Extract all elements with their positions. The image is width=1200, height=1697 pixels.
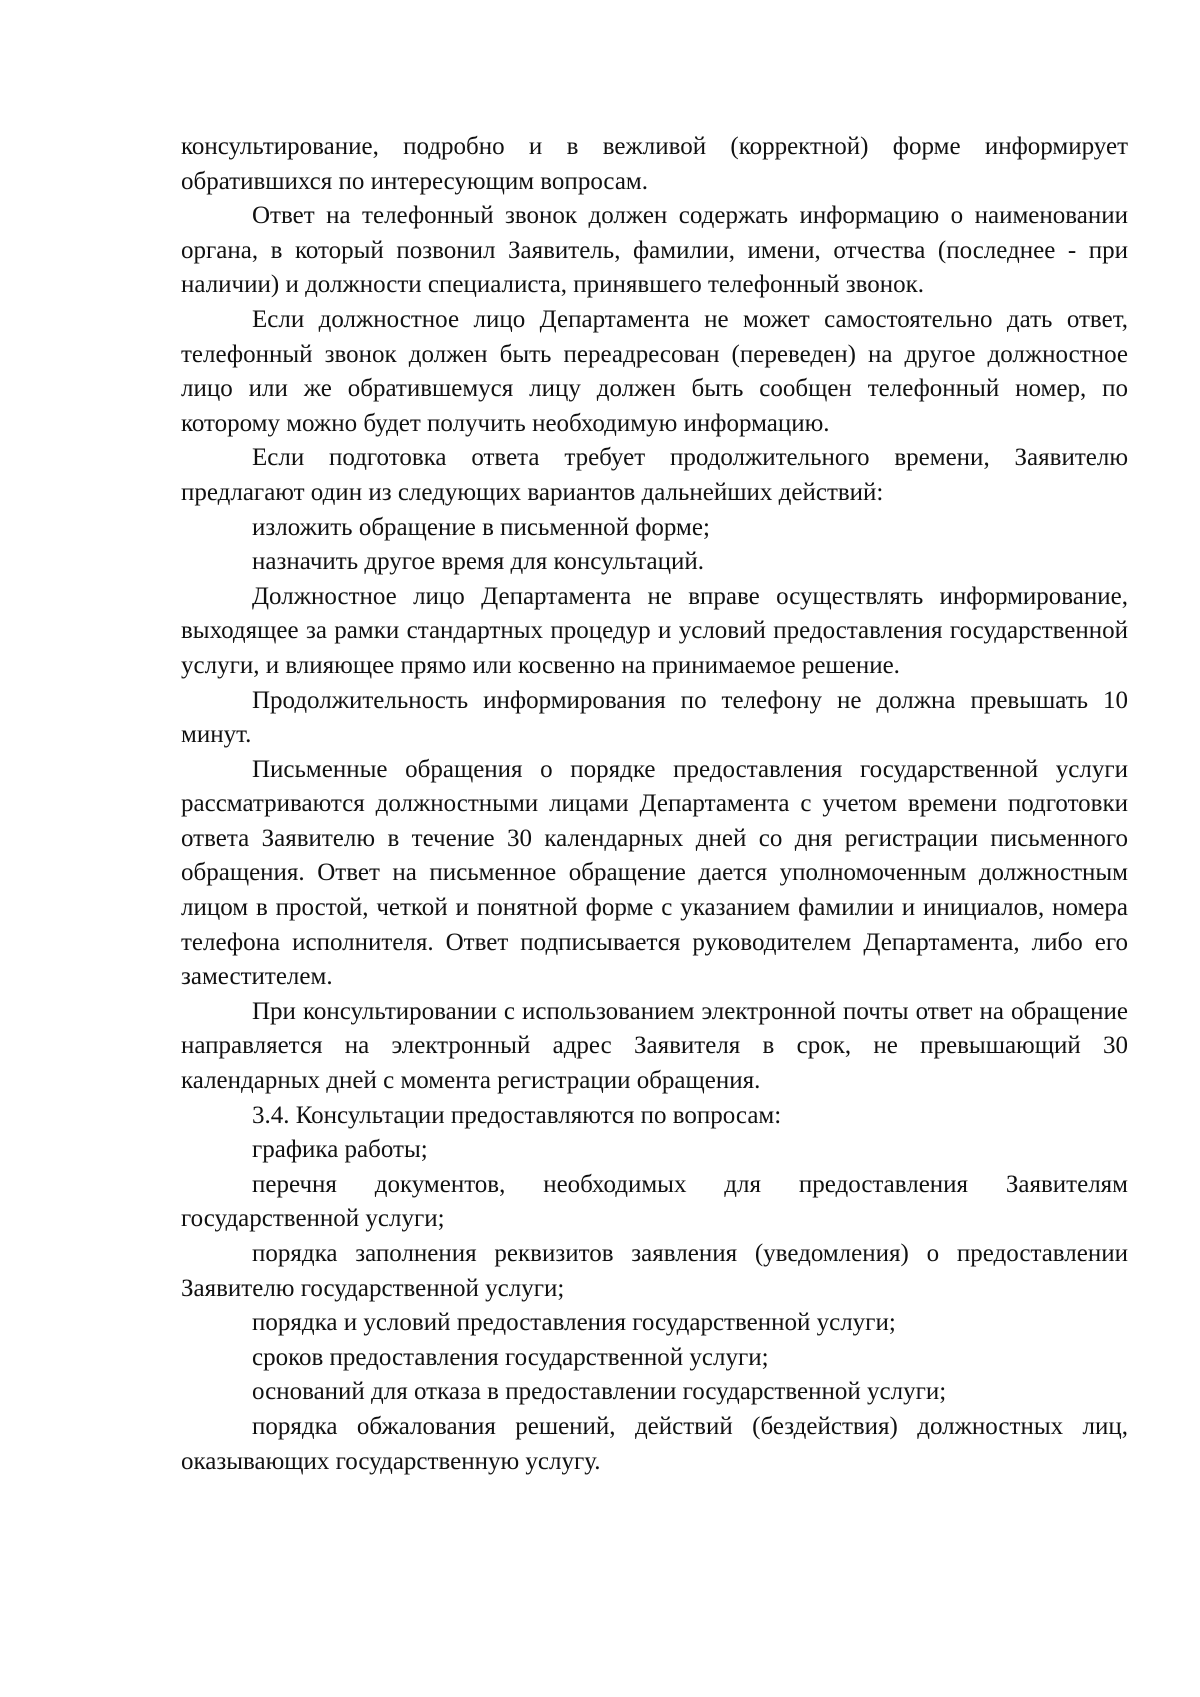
list-item-work-schedule: графика работы; <box>252 1136 428 1164</box>
paragraph-written-requests: Письменные обращения о порядке предоставления государственной услуги рассматриваются должностными лицами Департамента с учетом времени подготовки ответа Заявителю в течение 30 календарных дней со дня регистрации письменного обращения. Ответ на письменное обращение дается уполномоченным должностным лицом в простой, четкой и понятной форме с указанием фамилии и инициалов, номера телефона исполнителя. Ответ подписывается руководителем Департамента, либо его заместителем. <box>181 755 1128 991</box>
paragraph-call-redirect: Если должностное лицо Департамента не может самостоятельно дать ответ, телефонный звонок должен быть переадресован (переведен) на другое должностное лицо или же обратившемуся лицу должен быть сообщен телефонный номер, по которому можно будет получить необходимую информацию. <box>181 305 1128 437</box>
paragraph-phone-answer: Ответ на телефонный звонок должен содержать информацию о наименовании органа, в который позвонил Заявитель, фамилии, имени, отчества (последнее - при наличии) и должности специалиста, принявшего телефонный звонок. <box>181 202 1128 299</box>
list-item-other-time: назначить другое время для консультаций. <box>252 548 705 576</box>
paragraph-email-consulting: При консультировании с использованием электронной почты ответ на обращение направляется на электронный адрес Заявителя в срок, не превышающий 30 календарных дней с момента регистрации обращения. <box>181 997 1128 1095</box>
list-item-procedure-conditions: порядка и условий предоставления государственной услуги; <box>252 1309 896 1337</box>
list-item-application-requisites: порядка заполнения реквизитов заявления (уведомления) о предоставлении Заявителю государственной услуги; <box>181 1240 1128 1302</box>
list-item-document-list: перечня документов, необходимых для предоставления Заявителям государственной услуги; <box>181 1170 1128 1233</box>
paragraph-consulting-continuation: консультирование, подробно и в вежливой (корректной) форме информирует обратившихся по интересующим вопросам. <box>181 133 1128 195</box>
list-item-service-terms: сроков предоставления государственной услуги; <box>252 1343 769 1371</box>
list-item-written-form: изложить обращение в письменной форме; <box>252 513 710 541</box>
paragraph-official-restriction: Должностное лицо Департамента не вправе осуществлять информирование, выходящее за рамки стандартных процедур и условий предоставления государственной услуги, и влияющее прямо или косвенно на принимаемое решение. <box>181 582 1128 679</box>
paragraph-duration-limit: Продолжительность информирования по телефону не должна превышать 10 минут. <box>181 686 1128 749</box>
document-body <box>181 130 1128 1479</box>
section-heading-3-4: 3.4. Консультации предоставляются по вопросам: <box>252 1101 782 1129</box>
paragraph-long-preparation: Если подготовка ответа требует продолжительного времени, Заявителю предлагают один из следующих вариантов дальнейших действий: <box>181 444 1128 506</box>
list-item-refusal-grounds: оснований для отказа в предоставлении государственной услуги; <box>252 1378 947 1406</box>
list-item-appeal-procedure: порядка обжалования решений, действий (бездействия) должностных лиц, оказывающих государственную услугу. <box>181 1412 1128 1475</box>
